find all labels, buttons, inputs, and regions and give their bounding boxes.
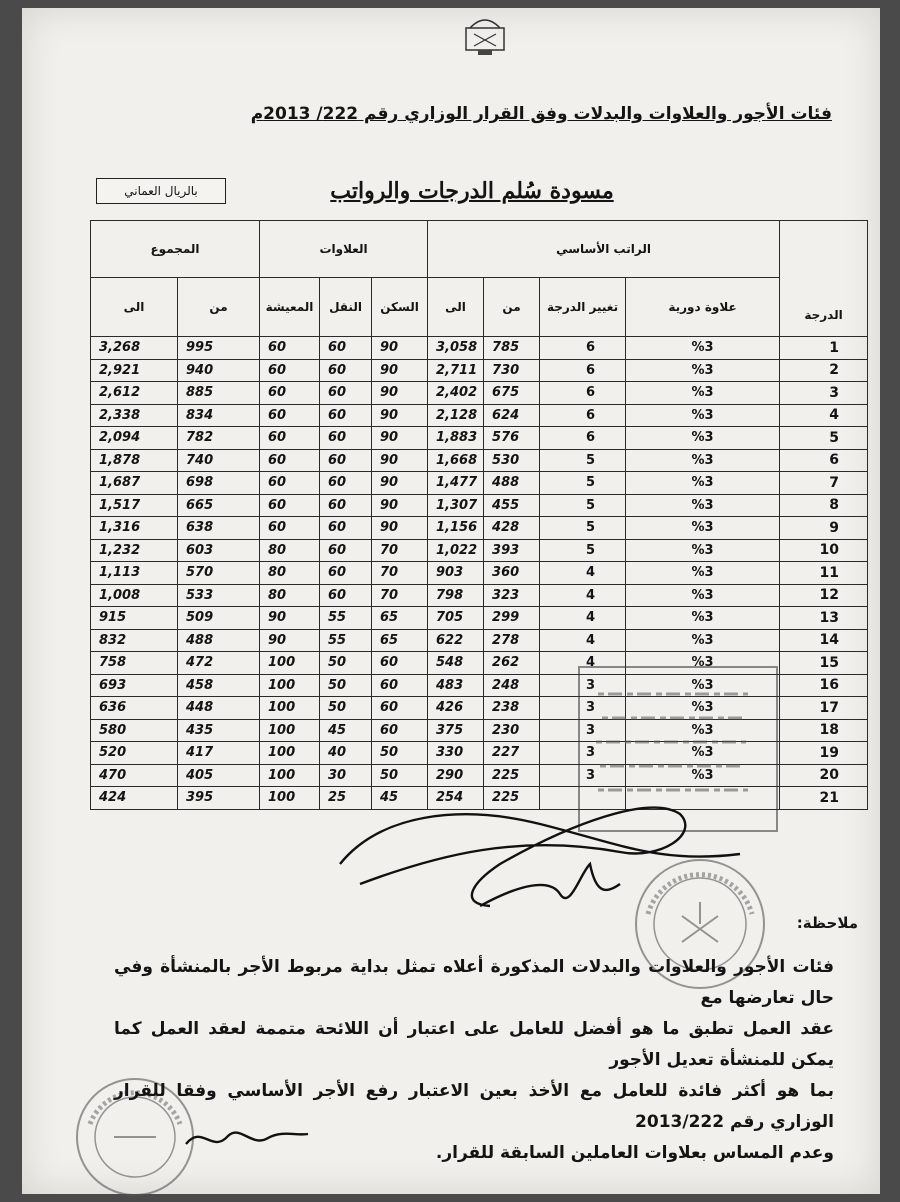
- total-to-cell: 1,316: [91, 517, 178, 540]
- table-row: [91, 629, 868, 652]
- document-title: مسودة سُلم الدرجات والرواتب: [330, 178, 614, 204]
- salary-from-cell: 230: [484, 719, 540, 742]
- grade-change-cell: 6: [540, 337, 626, 360]
- total-header: المجموع: [91, 221, 260, 278]
- total-from-cell: 509: [178, 607, 260, 630]
- table-row: [91, 472, 868, 495]
- total-to-cell: 424: [91, 787, 178, 810]
- total-to-cell: 758: [91, 652, 178, 675]
- salary-to-cell: 426: [428, 697, 484, 720]
- salary-scale-table: [90, 220, 868, 810]
- housing-cell: 65: [372, 607, 428, 630]
- grade-cell: 10: [780, 539, 868, 562]
- living-cell: 100: [260, 674, 320, 697]
- grade-cell: 20: [780, 764, 868, 787]
- living-cell: 80: [260, 562, 320, 585]
- grade-cell: 19: [780, 742, 868, 765]
- total-to-cell: 1,113: [91, 562, 178, 585]
- transport-cell: 60: [320, 427, 372, 450]
- grade-change-cell: 4: [540, 652, 626, 675]
- table-row: [91, 652, 868, 675]
- housing-cell: 60: [372, 674, 428, 697]
- living-cell: 100: [260, 787, 320, 810]
- grade-change-cell: 5: [540, 449, 626, 472]
- transport-header: النقل: [320, 278, 372, 337]
- salary-from-cell: 675: [484, 382, 540, 405]
- transport-cell: 60: [320, 517, 372, 540]
- housing-cell: 90: [372, 517, 428, 540]
- salary-from-cell: 248: [484, 674, 540, 697]
- housing-cell: 90: [372, 337, 428, 360]
- grade-cell: 11: [780, 562, 868, 585]
- grade-cell: 15: [780, 652, 868, 675]
- total-from-cell: 782: [178, 427, 260, 450]
- increment-cell: %3: [626, 607, 780, 630]
- transport-cell: 60: [320, 494, 372, 517]
- table-row: [91, 674, 868, 697]
- salary-from-cell: 488: [484, 472, 540, 495]
- grade-change-cell: 3: [540, 719, 626, 742]
- housing-cell: 90: [372, 404, 428, 427]
- transport-cell: 50: [320, 674, 372, 697]
- grade-cell: 1: [780, 337, 868, 360]
- salary-to-cell: 2,402: [428, 382, 484, 405]
- salary-to-cell: 705: [428, 607, 484, 630]
- total-from-cell: 995: [178, 337, 260, 360]
- increment-cell: %3: [626, 449, 780, 472]
- total-to-cell: 2,338: [91, 404, 178, 427]
- salary-from-cell: 225: [484, 787, 540, 810]
- salary-to-cell: 903: [428, 562, 484, 585]
- total-from-cell: 405: [178, 764, 260, 787]
- transport-cell: 60: [320, 472, 372, 495]
- grade-cell: 14: [780, 629, 868, 652]
- total-to-cell: 693: [91, 674, 178, 697]
- housing-cell: 70: [372, 562, 428, 585]
- living-cell: 60: [260, 359, 320, 382]
- total-from-cell: 638: [178, 517, 260, 540]
- living-cell: 100: [260, 742, 320, 765]
- total-to-cell: 2,094: [91, 427, 178, 450]
- grade-cell: 6: [780, 449, 868, 472]
- total-to-cell: 636: [91, 697, 178, 720]
- housing-header: السكن: [372, 278, 428, 337]
- grade-change-cell: 4: [540, 584, 626, 607]
- table-row: [91, 719, 868, 742]
- grade-change-cell: 4: [540, 629, 626, 652]
- salary-from-cell: 278: [484, 629, 540, 652]
- salary-to-cell: 1,156: [428, 517, 484, 540]
- increment-cell: %3: [626, 584, 780, 607]
- total-to-cell: 2,921: [91, 359, 178, 382]
- grade-cell: 8: [780, 494, 868, 517]
- grade-change-cell: 4: [540, 562, 626, 585]
- transport-cell: 60: [320, 584, 372, 607]
- total-to-cell: 2,612: [91, 382, 178, 405]
- living-cell: 60: [260, 517, 320, 540]
- table-row: [91, 382, 868, 405]
- transport-cell: 45: [320, 719, 372, 742]
- total-from-cell: 533: [178, 584, 260, 607]
- grade-change-cell: 3: [540, 674, 626, 697]
- total-from-cell: 472: [178, 652, 260, 675]
- total-from-cell: 435: [178, 719, 260, 742]
- grade-header: الدرجة: [780, 221, 868, 337]
- notes-label: ملاحظة:: [796, 914, 858, 932]
- salary-to-cell: 483: [428, 674, 484, 697]
- increment-cell: %3: [626, 629, 780, 652]
- table-row: [91, 517, 868, 540]
- total-to-cell: 915: [91, 607, 178, 630]
- salary-to-cell: 798: [428, 584, 484, 607]
- increment-cell: %3: [626, 494, 780, 517]
- salary-from-cell: 428: [484, 517, 540, 540]
- total-from-cell: 488: [178, 629, 260, 652]
- salary-from-header: من: [484, 278, 540, 337]
- increment-cell: %3: [626, 427, 780, 450]
- salary-from-cell: 360: [484, 562, 540, 585]
- grade-change-header: تغيير الدرجة: [540, 278, 626, 337]
- notes-paragraph: [114, 952, 834, 1169]
- salary-to-header: الى: [428, 278, 484, 337]
- living-cell: 100: [260, 652, 320, 675]
- increment-cell: %3: [626, 337, 780, 360]
- transport-cell: 60: [320, 449, 372, 472]
- increment-cell: %3: [626, 517, 780, 540]
- grade-cell: 12: [780, 584, 868, 607]
- living-cell: 100: [260, 764, 320, 787]
- living-cell: 100: [260, 697, 320, 720]
- total-from-cell: 834: [178, 404, 260, 427]
- total-to-cell: 1,687: [91, 472, 178, 495]
- salary-to-cell: 375: [428, 719, 484, 742]
- grade-cell: 2: [780, 359, 868, 382]
- notes-line: فئات الأجور والعلاوات والبدلات المذكورة أعلاه تمثل بداية مربوط الأجر بالمنشأة وفي حال تعارضها مع: [114, 957, 834, 1008]
- salary-from-cell: 393: [484, 539, 540, 562]
- total-to-cell: 1,232: [91, 539, 178, 562]
- housing-cell: 60: [372, 719, 428, 742]
- increment-cell: %3: [626, 719, 780, 742]
- living-cell: 60: [260, 337, 320, 360]
- salary-from-cell: 225: [484, 764, 540, 787]
- transport-cell: 30: [320, 764, 372, 787]
- grade-cell: 16: [780, 674, 868, 697]
- total-to-cell: 470: [91, 764, 178, 787]
- periodic-increment-header: علاوة دورية: [626, 278, 780, 337]
- total-from-cell: 665: [178, 494, 260, 517]
- housing-cell: 70: [372, 584, 428, 607]
- increment-cell: [626, 787, 780, 810]
- grade-cell: 9: [780, 517, 868, 540]
- increment-cell: %3: [626, 359, 780, 382]
- transport-cell: 55: [320, 607, 372, 630]
- living-cell: 60: [260, 427, 320, 450]
- salary-from-cell: 530: [484, 449, 540, 472]
- grade-cell: 4: [780, 404, 868, 427]
- total-from-cell: 698: [178, 472, 260, 495]
- table-row: [91, 562, 868, 585]
- increment-cell: %3: [626, 674, 780, 697]
- grade-change-cell: 6: [540, 382, 626, 405]
- notes-line: وعدم المساس بعلاوات العاملين السابقة للقرار.: [435, 1143, 834, 1163]
- increment-cell: %3: [626, 697, 780, 720]
- living-header: المعيشة: [260, 278, 320, 337]
- table-row: [91, 584, 868, 607]
- grade-change-cell: [540, 787, 626, 810]
- salary-to-cell: 3,058: [428, 337, 484, 360]
- salary-from-cell: 624: [484, 404, 540, 427]
- notes-line: عقد العمل تطبق ما هو أفضل للعامل على اعتبار أن اللائحة متممة لعقد العمل كما يمكن للمنشأة تعديل الأجور: [114, 1019, 834, 1070]
- grade-cell: 18: [780, 719, 868, 742]
- living-cell: 90: [260, 629, 320, 652]
- living-cell: 60: [260, 449, 320, 472]
- increment-cell: %3: [626, 562, 780, 585]
- housing-cell: 50: [372, 764, 428, 787]
- salary-to-cell: 622: [428, 629, 484, 652]
- housing-cell: 90: [372, 359, 428, 382]
- salary-from-cell: 238: [484, 697, 540, 720]
- living-cell: 100: [260, 719, 320, 742]
- salary-to-cell: 330: [428, 742, 484, 765]
- grade-change-cell: 4: [540, 607, 626, 630]
- basic-salary-header: الراتب الأساسي: [428, 221, 780, 278]
- salary-to-cell: 1,307: [428, 494, 484, 517]
- living-cell: 80: [260, 584, 320, 607]
- table-row: [91, 494, 868, 517]
- total-from-cell: 740: [178, 449, 260, 472]
- total-from-cell: 603: [178, 539, 260, 562]
- salary-to-cell: 2,711: [428, 359, 484, 382]
- salary-from-cell: 730: [484, 359, 540, 382]
- transport-cell: 60: [320, 359, 372, 382]
- housing-cell: 45: [372, 787, 428, 810]
- transport-cell: 25: [320, 787, 372, 810]
- document-heading: فئات الأجور والعلاوات والبدلات وفق القرار الوزاري رقم 222/ 2013م: [250, 104, 832, 124]
- total-to-cell: 1,878: [91, 449, 178, 472]
- living-cell: 60: [260, 382, 320, 405]
- transport-cell: 50: [320, 697, 372, 720]
- increment-cell: %3: [626, 382, 780, 405]
- total-from-cell: 458: [178, 674, 260, 697]
- increment-cell: %3: [626, 472, 780, 495]
- housing-cell: 50: [372, 742, 428, 765]
- living-cell: 80: [260, 539, 320, 562]
- total-to-cell: 832: [91, 629, 178, 652]
- table-row: [91, 427, 868, 450]
- housing-cell: 90: [372, 427, 428, 450]
- salary-to-cell: 1,668: [428, 449, 484, 472]
- housing-cell: 65: [372, 629, 428, 652]
- currency-note: بالريال العماني: [96, 178, 226, 204]
- housing-cell: 90: [372, 494, 428, 517]
- salary-from-cell: 323: [484, 584, 540, 607]
- grade-change-cell: 3: [540, 764, 626, 787]
- living-cell: 60: [260, 494, 320, 517]
- transport-cell: 60: [320, 382, 372, 405]
- grade-cell: 17: [780, 697, 868, 720]
- grade-cell: 7: [780, 472, 868, 495]
- table-row: [91, 697, 868, 720]
- total-to-cell: 520: [91, 742, 178, 765]
- salary-to-cell: 1,477: [428, 472, 484, 495]
- housing-cell: 60: [372, 652, 428, 675]
- total-from-cell: 940: [178, 359, 260, 382]
- salary-from-cell: 262: [484, 652, 540, 675]
- grade-change-cell: 6: [540, 359, 626, 382]
- transport-cell: 55: [320, 629, 372, 652]
- salary-to-cell: 290: [428, 764, 484, 787]
- salary-from-cell: 227: [484, 742, 540, 765]
- grade-change-cell: 5: [540, 539, 626, 562]
- housing-cell: 90: [372, 472, 428, 495]
- notes-line: بما هو أكثر فائدة للعامل مع الأخذ بعين الاعتبار رفع الأجر الأساسي وفقا للقرار الوزاري رقم 2013/222: [114, 1081, 834, 1132]
- transport-cell: 60: [320, 337, 372, 360]
- allowances-header: العلاوات: [260, 221, 428, 278]
- transport-cell: 60: [320, 562, 372, 585]
- grade-cell: 3: [780, 382, 868, 405]
- increment-cell: %3: [626, 652, 780, 675]
- grade-change-cell: 3: [540, 742, 626, 765]
- total-to-cell: 1,008: [91, 584, 178, 607]
- transport-cell: 60: [320, 539, 372, 562]
- salary-to-cell: 1,022: [428, 539, 484, 562]
- increment-cell: %3: [626, 539, 780, 562]
- table-row: [91, 449, 868, 472]
- increment-cell: %3: [626, 404, 780, 427]
- table-row: [91, 337, 868, 360]
- grade-change-cell: 5: [540, 517, 626, 540]
- grade-change-cell: 6: [540, 427, 626, 450]
- table-row: [91, 764, 868, 787]
- salary-from-cell: 576: [484, 427, 540, 450]
- total-from-cell: 448: [178, 697, 260, 720]
- total-to-cell: 580: [91, 719, 178, 742]
- salary-to-cell: 1,883: [428, 427, 484, 450]
- salary-to-cell: 2,128: [428, 404, 484, 427]
- grade-change-cell: 6: [540, 404, 626, 427]
- document-page: [22, 8, 880, 1194]
- table-row: [91, 607, 868, 630]
- grade-cell: 5: [780, 427, 868, 450]
- table-row: [91, 404, 868, 427]
- total-to-header: الى: [91, 278, 178, 337]
- transport-cell: 60: [320, 404, 372, 427]
- salary-from-cell: 785: [484, 337, 540, 360]
- salary-from-cell: 299: [484, 607, 540, 630]
- national-emblem-icon: [452, 10, 518, 58]
- salary-to-cell: 548: [428, 652, 484, 675]
- table-body: [91, 337, 868, 810]
- living-cell: 60: [260, 404, 320, 427]
- housing-cell: 60: [372, 697, 428, 720]
- grade-change-cell: 5: [540, 472, 626, 495]
- living-cell: 90: [260, 607, 320, 630]
- transport-cell: 50: [320, 652, 372, 675]
- housing-cell: 70: [372, 539, 428, 562]
- living-cell: 60: [260, 472, 320, 495]
- grade-cell: 13: [780, 607, 868, 630]
- transport-cell: 40: [320, 742, 372, 765]
- total-to-cell: 3,268: [91, 337, 178, 360]
- grade-cell: 21: [780, 787, 868, 810]
- salary-to-cell: 254: [428, 787, 484, 810]
- increment-cell: %3: [626, 742, 780, 765]
- grade-change-cell: 5: [540, 494, 626, 517]
- salary-from-cell: 455: [484, 494, 540, 517]
- table-row: [91, 742, 868, 765]
- housing-cell: 90: [372, 449, 428, 472]
- table-row: [91, 359, 868, 382]
- increment-cell: %3: [626, 764, 780, 787]
- grade-change-cell: 3: [540, 697, 626, 720]
- total-from-cell: 885: [178, 382, 260, 405]
- total-to-cell: 1,517: [91, 494, 178, 517]
- total-from-cell: 395: [178, 787, 260, 810]
- main-signature-icon: [320, 794, 760, 924]
- table-row: [91, 787, 868, 810]
- housing-cell: 90: [372, 382, 428, 405]
- total-from-cell: 417: [178, 742, 260, 765]
- total-from-header: من: [178, 278, 260, 337]
- total-from-cell: 570: [178, 562, 260, 585]
- table-row: [91, 539, 868, 562]
